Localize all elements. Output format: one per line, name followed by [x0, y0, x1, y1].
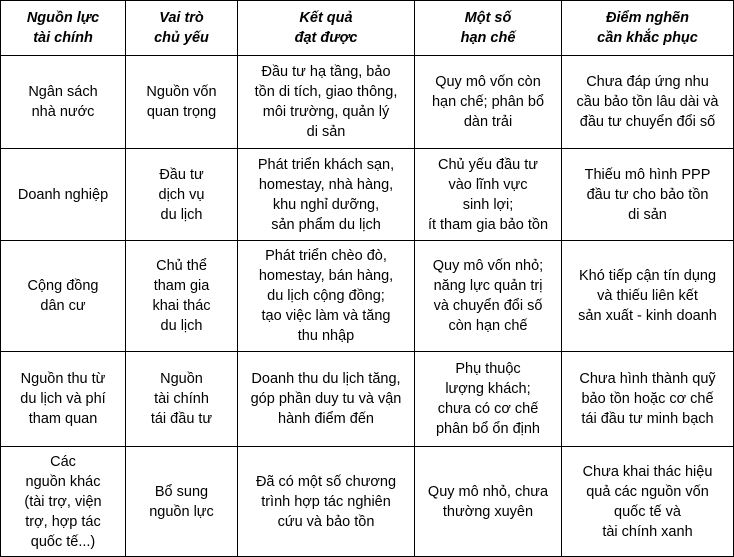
table-cell: Quy mô vốn nhỏ; năng lực quản trị và chuyển đổi số còn hạn chế [415, 241, 562, 352]
table-cell: Chưa khai thác hiệu quả các nguồn vốn quốc tế và tài chính xanh [562, 447, 734, 557]
table-cell: Chủ thể tham gia khai thác du lịch [126, 241, 238, 352]
table-cell: Bổ sung nguồn lực [126, 447, 238, 557]
table-cell: Quy mô vốn còn hạn chế; phân bổ dàn trải [415, 56, 562, 149]
table-cell: Phát triển chèo đò, homestay, bán hàng, du lịch cộng đồng; tạo việc làm và tăng thu nhập [238, 241, 415, 352]
table-cell: Doanh nghiệp [1, 149, 126, 241]
table-cell: Đầu tư dịch vụ du lịch [126, 149, 238, 241]
table-cell: Các nguồn khác (tài trợ, viện trợ, hợp tác quốc tế...) [1, 447, 126, 557]
table-cell: Quy mô nhỏ, chưa thường xuyên [415, 447, 562, 557]
table-row [1, 352, 734, 447]
table-cell: Nguồn tài chính tái đầu tư [126, 352, 238, 447]
table-cell: Phụ thuộc lượng khách; chưa có cơ chế phân bổ ổn định [415, 352, 562, 447]
table-cell: Cộng đồng dân cư [1, 241, 126, 352]
header-limitations: Một số hạn chế [415, 1, 562, 56]
header-results-achieved: Kết quả đạt được [238, 1, 415, 56]
header-financial-resource: Nguồn lực tài chính [1, 1, 126, 56]
header-bottlenecks: Điểm nghẽn cần khắc phục [562, 1, 734, 56]
table-row [1, 56, 734, 149]
table-cell: Chưa hình thành quỹ bảo tồn hoặc cơ chế tái đầu tư minh bạch [562, 352, 734, 447]
table-cell: Ngân sách nhà nước [1, 56, 126, 149]
table-cell: Khó tiếp cận tín dụng và thiếu liên kết sản xuất - kinh doanh [562, 241, 734, 352]
table-cell: Nguồn thu từ du lịch và phí tham quan [1, 352, 126, 447]
table-cell: Phát triển khách sạn, homestay, nhà hàng, khu nghỉ dưỡng, sản phẩm du lịch [238, 149, 415, 241]
table-row [1, 241, 734, 352]
table-cell: Nguồn vốn quan trọng [126, 56, 238, 149]
table-cell: Doanh thu du lịch tăng, góp phần duy tu và vận hành điểm đến [238, 352, 415, 447]
table-row [1, 149, 734, 241]
table-row [1, 447, 734, 557]
table-cell: Thiếu mô hình PPP đầu tư cho bảo tồn di sản [562, 149, 734, 241]
table-cell: Đầu tư hạ tầng, bảo tồn di tích, giao thông, môi trường, quản lý di sản [238, 56, 415, 149]
table-header-row [1, 1, 734, 56]
table-cell: Đã có một số chương trình hợp tác nghiên cứu và bảo tồn [238, 447, 415, 557]
table-cell: Chủ yếu đầu tư vào lĩnh vực sinh lợi; ít tham gia bảo tồn [415, 149, 562, 241]
header-main-role: Vai trò chủ yếu [126, 1, 238, 56]
table-cell: Chưa đáp ứng nhu cầu bảo tồn lâu dài và đầu tư chuyển đổi số [562, 56, 734, 149]
